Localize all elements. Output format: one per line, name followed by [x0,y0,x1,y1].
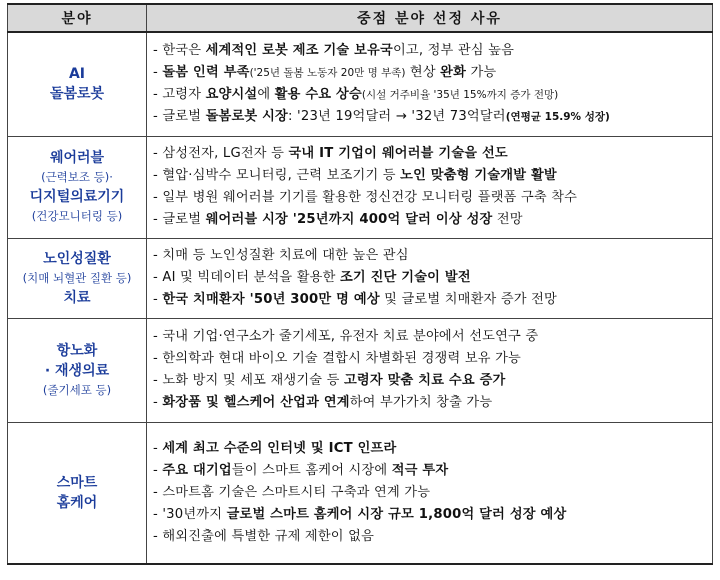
reason-emphasis: 주요 대기업 [162,462,232,478]
category-subtitle: (건강모니터링 등) [31,209,123,223]
reason-line [153,106,712,128]
reason-cell [147,318,713,422]
reason-text: ('25년 돌봄 노동자 20만 명 부족) [249,67,406,80]
table-row [8,422,713,564]
category-subtitle: (치매 뇌혈관 질환 등) [22,270,132,285]
reason-text: - AI 및 빅데이터 분석을 활용한 [153,270,340,285]
reason-text: - 국내 기업·연구소가 줄기세포, 유전자 치료 분야에서 선도연구 중 [153,329,539,344]
reason-text: - [153,440,163,456]
reason-line [153,267,712,289]
reason-text: - 한국은 [153,43,206,59]
policy-table [7,3,713,565]
reason-text: 이고, 정부 관심 높음 [392,43,515,59]
reason-emphasis: 돌봄로봇 시장 [205,109,288,125]
reason-line [153,348,712,370]
reason-emphasis: 고령자 맞춤 치료 수요 증가 [343,373,506,388]
reason-line [153,187,712,209]
reason-text: 현상 [405,65,441,81]
category-title: 디지털의료기기 [29,189,125,205]
category-cell [8,238,147,318]
reason-text: (시설 거주비율 '35년 15%까지 증가 전망) [361,89,559,102]
reason-emphasis: 요양시설 [205,87,258,103]
reason-emphasis: 노인 맞춤형 기술개발 활발 [400,168,557,183]
category-subtitle: (줄기세포 등) [42,382,112,397]
reason-emphasis: 세계적인 로봇 제조 기술 보유국 [205,43,393,59]
header-reason: 중점 분야 선정 사유 [147,4,713,32]
reason-emphasis: 화장품 및 헬스케어 산업과 연계 [162,395,350,410]
reason-emphasis: 완화 [440,65,467,81]
reason-emphasis: 활용 수요 상승 [274,87,362,103]
reason-cell [147,32,713,136]
reason-emphasis: 조기 진단 기술이 발전 [339,270,471,285]
reason-line [153,245,712,267]
category-cell [8,32,147,136]
table-header-row [8,4,713,32]
table-row [8,136,713,238]
reason-line [153,482,712,504]
reason-text: - 노화 방지 및 세포 재생기술 등 [153,373,344,388]
category-cell [8,318,147,422]
category-title: 노인성질환 [43,250,111,267]
reason-text: - '30년까지 [153,506,227,522]
header-field: 분야 [8,4,147,32]
reason-text: 전망 [492,212,523,227]
reason-line [153,165,712,187]
category-title: · 재생의료 [44,362,110,379]
table-row [8,238,713,318]
reason-text: - [153,462,163,478]
reason-text: - 글로벌 [153,212,206,227]
table-row [8,318,713,422]
reason-text: 가능 [466,65,497,81]
reason-emphasis: (연평균 15.9% 성장) [505,111,610,124]
reason-text: - 글로벌 [153,109,206,125]
reason-line [153,289,712,311]
category-title: 스마트 [56,474,98,491]
reason-line [153,62,712,84]
reason-line [153,143,712,165]
reason-text: - 삼성전자, LG전자 등 [153,146,289,161]
reason-text: 에 [257,87,275,103]
reason-emphasis: 글로벌 스마트 홈케어 시장 규모 1,800억 달러 성장 예상 [226,506,567,522]
reason-text: - 한의학과 현대 바이오 기술 결합시 차별화된 경쟁력 보유 가능 [153,351,521,366]
reason-text: - [153,292,163,307]
reason-emphasis: 국내 IT 기업이 웨어러블 기술을 선도 [288,146,508,161]
reason-text: 하여 부가가치 창출 가능 [349,395,493,410]
reason-line [153,84,712,106]
reason-text: - 일부 병원 웨어러블 기기를 활용한 정신건강 모니터링 플랫폼 구축 착수 [153,190,578,205]
reason-line [153,370,712,392]
reason-text: 및 글로벌 치매환자 증가 전망 [379,292,557,307]
category-cell [8,136,147,238]
reason-line [153,460,712,482]
reason-cell [147,238,713,318]
reason-emphasis: 웨어러블 시장 '25년까지 400억 달러 이상 성장 [205,212,493,227]
category-title: AI [68,66,86,83]
reason-emphasis: 적극 투자 [391,462,449,478]
category-title: 항노화 [56,342,98,359]
reason-line [153,392,712,414]
reason-text: - 치매 등 노인성질환 치료에 대한 높은 관심 [153,248,409,263]
table-row [8,32,713,136]
reason-line [153,438,712,460]
reason-line [153,209,712,231]
reason-line [153,40,712,62]
reason-cell [147,136,713,238]
category-title: 웨어러블 [49,150,105,166]
category-title: 홈케어 [56,494,98,511]
category-cell [8,422,147,564]
reason-text: - 해외진출에 특별한 규제 제한이 없음 [153,528,375,544]
reason-text: - 혈압·심박수 모니터링, 근력 보조기기 등 [153,168,401,183]
table-body [8,32,713,564]
reason-text: - 고령자 [153,87,206,103]
reason-text: - 스마트홈 기술은 스마트시티 구축과 연계 가능 [153,484,431,500]
reason-line [153,326,712,348]
reason-emphasis: 돌봄 인력 부족 [162,65,250,81]
reason-line [153,504,712,526]
reason-emphasis: 세계 최고 수준의 인터넷 및 ICT 인프라 [162,440,397,456]
category-title: 치료 [63,289,91,306]
reason-text: - [153,395,163,410]
category-subtitle: (근력보조 등)· [41,170,113,184]
reason-line [153,526,712,548]
reason-cell [147,422,713,564]
category-title: 돌봄로봇 [49,86,105,103]
reason-emphasis: 한국 치매환자 '50년 300만 명 예상 [162,292,380,307]
reason-text: - [153,65,163,81]
reason-text: : '23년 19억달러 → '32년 73억달러 [288,109,506,125]
reason-text: 들이 스마트 홈케어 시장에 [231,462,392,478]
